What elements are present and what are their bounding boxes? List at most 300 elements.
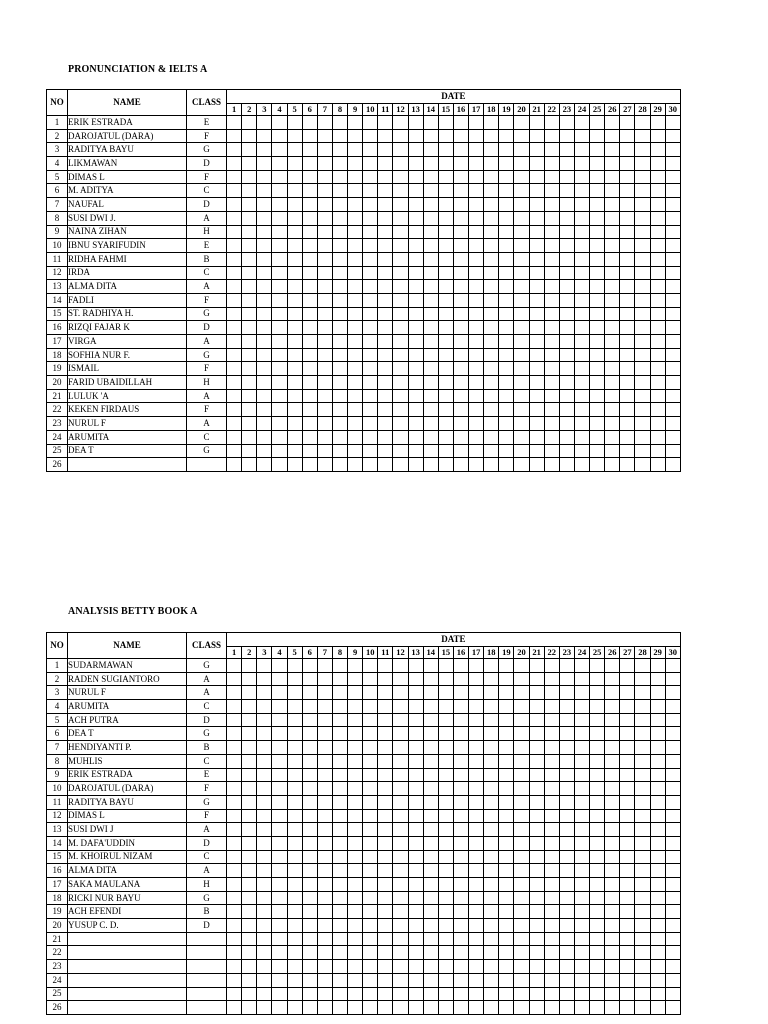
attendance-cell[interactable]: [514, 143, 529, 157]
attendance-cell[interactable]: [393, 768, 408, 782]
attendance-cell[interactable]: [257, 932, 272, 946]
attendance-cell[interactable]: [287, 335, 302, 349]
attendance-cell[interactable]: [272, 430, 287, 444]
attendance-cell[interactable]: [574, 672, 589, 686]
attendance-cell[interactable]: [514, 184, 529, 198]
attendance-cell[interactable]: [620, 713, 635, 727]
attendance-cell[interactable]: [499, 659, 514, 673]
attendance-cell[interactable]: [287, 157, 302, 171]
attendance-cell[interactable]: [574, 809, 589, 823]
attendance-cell[interactable]: [620, 741, 635, 755]
attendance-cell[interactable]: [363, 823, 378, 837]
attendance-cell[interactable]: [348, 782, 363, 796]
attendance-cell[interactable]: [453, 376, 468, 390]
attendance-cell[interactable]: [287, 129, 302, 143]
attendance-cell[interactable]: [287, 458, 302, 472]
attendance-cell[interactable]: [544, 157, 559, 171]
attendance-cell[interactable]: [393, 973, 408, 987]
attendance-cell[interactable]: [423, 417, 438, 431]
attendance-cell[interactable]: [544, 878, 559, 892]
attendance-cell[interactable]: [332, 768, 347, 782]
attendance-cell[interactable]: [635, 946, 650, 960]
attendance-cell[interactable]: [665, 348, 680, 362]
attendance-cell[interactable]: [453, 864, 468, 878]
attendance-cell[interactable]: [317, 430, 332, 444]
attendance-cell[interactable]: [484, 198, 499, 212]
attendance-cell[interactable]: [665, 157, 680, 171]
attendance-cell[interactable]: [438, 754, 453, 768]
attendance-cell[interactable]: [332, 362, 347, 376]
attendance-cell[interactable]: [363, 417, 378, 431]
attendance-cell[interactable]: [574, 782, 589, 796]
attendance-cell[interactable]: [378, 376, 393, 390]
attendance-cell[interactable]: [635, 973, 650, 987]
attendance-cell[interactable]: [408, 741, 423, 755]
attendance-cell[interactable]: [590, 211, 605, 225]
attendance-cell[interactable]: [635, 700, 650, 714]
attendance-cell[interactable]: [302, 403, 317, 417]
attendance-cell[interactable]: [665, 252, 680, 266]
attendance-cell[interactable]: [378, 362, 393, 376]
attendance-cell[interactable]: [650, 403, 665, 417]
attendance-cell[interactable]: [665, 905, 680, 919]
attendance-cell[interactable]: [453, 713, 468, 727]
attendance-cell[interactable]: [544, 293, 559, 307]
attendance-cell[interactable]: [514, 878, 529, 892]
attendance-cell[interactable]: [378, 280, 393, 294]
attendance-cell[interactable]: [423, 768, 438, 782]
attendance-cell[interactable]: [302, 659, 317, 673]
attendance-cell[interactable]: [242, 672, 257, 686]
attendance-cell[interactable]: [650, 225, 665, 239]
attendance-cell[interactable]: [484, 376, 499, 390]
attendance-cell[interactable]: [272, 129, 287, 143]
attendance-cell[interactable]: [332, 987, 347, 1001]
attendance-cell[interactable]: [257, 444, 272, 458]
attendance-cell[interactable]: [499, 198, 514, 212]
attendance-cell[interactable]: [529, 891, 544, 905]
attendance-cell[interactable]: [484, 252, 499, 266]
attendance-cell[interactable]: [559, 376, 574, 390]
attendance-cell[interactable]: [332, 919, 347, 933]
attendance-cell[interactable]: [650, 973, 665, 987]
attendance-cell[interactable]: [605, 686, 620, 700]
attendance-cell[interactable]: [423, 782, 438, 796]
attendance-cell[interactable]: [559, 143, 574, 157]
attendance-cell[interactable]: [438, 376, 453, 390]
attendance-cell[interactable]: [650, 795, 665, 809]
attendance-cell[interactable]: [332, 116, 347, 130]
attendance-cell[interactable]: [393, 403, 408, 417]
attendance-cell[interactable]: [665, 754, 680, 768]
attendance-cell[interactable]: [453, 321, 468, 335]
attendance-cell[interactable]: [620, 403, 635, 417]
attendance-cell[interactable]: [257, 686, 272, 700]
attendance-cell[interactable]: [665, 727, 680, 741]
attendance-cell[interactable]: [559, 129, 574, 143]
attendance-cell[interactable]: [559, 252, 574, 266]
attendance-cell[interactable]: [514, 362, 529, 376]
attendance-cell[interactable]: [529, 444, 544, 458]
attendance-cell[interactable]: [302, 741, 317, 755]
attendance-cell[interactable]: [590, 444, 605, 458]
attendance-cell[interactable]: [423, 659, 438, 673]
attendance-cell[interactable]: [408, 864, 423, 878]
attendance-cell[interactable]: [529, 129, 544, 143]
attendance-cell[interactable]: [423, 864, 438, 878]
attendance-cell[interactable]: [665, 389, 680, 403]
attendance-cell[interactable]: [605, 225, 620, 239]
attendance-cell[interactable]: [302, 225, 317, 239]
attendance-cell[interactable]: [317, 307, 332, 321]
attendance-cell[interactable]: [559, 713, 574, 727]
attendance-cell[interactable]: [650, 280, 665, 294]
attendance-cell[interactable]: [469, 239, 484, 253]
attendance-cell[interactable]: [302, 905, 317, 919]
attendance-cell[interactable]: [363, 946, 378, 960]
attendance-cell[interactable]: [484, 266, 499, 280]
attendance-cell[interactable]: [423, 293, 438, 307]
attendance-cell[interactable]: [544, 932, 559, 946]
attendance-cell[interactable]: [469, 444, 484, 458]
attendance-cell[interactable]: [242, 184, 257, 198]
attendance-cell[interactable]: [499, 823, 514, 837]
attendance-cell[interactable]: [499, 1001, 514, 1015]
attendance-cell[interactable]: [605, 768, 620, 782]
attendance-cell[interactable]: [620, 211, 635, 225]
attendance-cell[interactable]: [484, 1001, 499, 1015]
attendance-cell[interactable]: [620, 280, 635, 294]
attendance-cell[interactable]: [514, 211, 529, 225]
attendance-cell[interactable]: [363, 143, 378, 157]
attendance-cell[interactable]: [257, 713, 272, 727]
attendance-cell[interactable]: [620, 864, 635, 878]
attendance-cell[interactable]: [332, 672, 347, 686]
attendance-cell[interactable]: [272, 170, 287, 184]
attendance-cell[interactable]: [272, 659, 287, 673]
attendance-cell[interactable]: [514, 239, 529, 253]
attendance-cell[interactable]: [363, 293, 378, 307]
attendance-cell[interactable]: [348, 754, 363, 768]
attendance-cell[interactable]: [393, 659, 408, 673]
attendance-cell[interactable]: [438, 782, 453, 796]
attendance-cell[interactable]: [514, 905, 529, 919]
attendance-cell[interactable]: [332, 430, 347, 444]
attendance-cell[interactable]: [272, 727, 287, 741]
attendance-cell[interactable]: [544, 211, 559, 225]
attendance-cell[interactable]: [257, 727, 272, 741]
attendance-cell[interactable]: [438, 225, 453, 239]
attendance-cell[interactable]: [408, 430, 423, 444]
attendance-cell[interactable]: [438, 987, 453, 1001]
attendance-cell[interactable]: [242, 211, 257, 225]
attendance-cell[interactable]: [484, 116, 499, 130]
attendance-cell[interactable]: [469, 659, 484, 673]
attendance-cell[interactable]: [227, 919, 242, 933]
attendance-cell[interactable]: [378, 266, 393, 280]
attendance-cell[interactable]: [423, 348, 438, 362]
attendance-cell[interactable]: [227, 905, 242, 919]
attendance-cell[interactable]: [469, 198, 484, 212]
attendance-cell[interactable]: [408, 1001, 423, 1015]
attendance-cell[interactable]: [559, 321, 574, 335]
attendance-cell[interactable]: [302, 321, 317, 335]
attendance-cell[interactable]: [559, 458, 574, 472]
attendance-cell[interactable]: [393, 1001, 408, 1015]
attendance-cell[interactable]: [514, 116, 529, 130]
attendance-cell[interactable]: [408, 444, 423, 458]
attendance-cell[interactable]: [529, 960, 544, 974]
attendance-cell[interactable]: [348, 905, 363, 919]
attendance-cell[interactable]: [423, 905, 438, 919]
attendance-cell[interactable]: [438, 293, 453, 307]
attendance-cell[interactable]: [393, 239, 408, 253]
attendance-cell[interactable]: [408, 850, 423, 864]
attendance-cell[interactable]: [348, 266, 363, 280]
attendance-cell[interactable]: [348, 403, 363, 417]
attendance-cell[interactable]: [665, 672, 680, 686]
attendance-cell[interactable]: [650, 266, 665, 280]
attendance-cell[interactable]: [529, 157, 544, 171]
attendance-cell[interactable]: [544, 116, 559, 130]
attendance-cell[interactable]: [559, 850, 574, 864]
attendance-cell[interactable]: [590, 864, 605, 878]
attendance-cell[interactable]: [499, 686, 514, 700]
attendance-cell[interactable]: [650, 307, 665, 321]
attendance-cell[interactable]: [393, 157, 408, 171]
attendance-cell[interactable]: [302, 444, 317, 458]
attendance-cell[interactable]: [484, 864, 499, 878]
attendance-cell[interactable]: [317, 211, 332, 225]
attendance-cell[interactable]: [317, 700, 332, 714]
attendance-cell[interactable]: [620, 252, 635, 266]
attendance-cell[interactable]: [317, 225, 332, 239]
attendance-cell[interactable]: [499, 321, 514, 335]
attendance-cell[interactable]: [438, 973, 453, 987]
attendance-cell[interactable]: [393, 686, 408, 700]
attendance-cell[interactable]: [650, 116, 665, 130]
attendance-cell[interactable]: [605, 430, 620, 444]
attendance-cell[interactable]: [559, 266, 574, 280]
attendance-cell[interactable]: [408, 252, 423, 266]
attendance-cell[interactable]: [453, 741, 468, 755]
attendance-cell[interactable]: [287, 850, 302, 864]
attendance-cell[interactable]: [393, 891, 408, 905]
attendance-cell[interactable]: [348, 659, 363, 673]
attendance-cell[interactable]: [272, 239, 287, 253]
attendance-cell[interactable]: [514, 987, 529, 1001]
attendance-cell[interactable]: [408, 960, 423, 974]
attendance-cell[interactable]: [453, 754, 468, 768]
attendance-cell[interactable]: [363, 170, 378, 184]
attendance-cell[interactable]: [242, 198, 257, 212]
attendance-cell[interactable]: [574, 932, 589, 946]
attendance-cell[interactable]: [287, 1001, 302, 1015]
attendance-cell[interactable]: [499, 932, 514, 946]
attendance-cell[interactable]: [423, 754, 438, 768]
attendance-cell[interactable]: [574, 919, 589, 933]
attendance-cell[interactable]: [408, 239, 423, 253]
attendance-cell[interactable]: [317, 823, 332, 837]
attendance-cell[interactable]: [242, 891, 257, 905]
attendance-cell[interactable]: [484, 768, 499, 782]
attendance-cell[interactable]: [620, 225, 635, 239]
attendance-cell[interactable]: [544, 376, 559, 390]
attendance-cell[interactable]: [635, 987, 650, 1001]
attendance-cell[interactable]: [605, 700, 620, 714]
attendance-cell[interactable]: [332, 184, 347, 198]
attendance-cell[interactable]: [348, 116, 363, 130]
attendance-cell[interactable]: [257, 973, 272, 987]
attendance-cell[interactable]: [438, 116, 453, 130]
attendance-cell[interactable]: [499, 280, 514, 294]
attendance-cell[interactable]: [348, 987, 363, 1001]
attendance-cell[interactable]: [348, 932, 363, 946]
attendance-cell[interactable]: [393, 280, 408, 294]
attendance-cell[interactable]: [635, 348, 650, 362]
attendance-cell[interactable]: [227, 891, 242, 905]
attendance-cell[interactable]: [242, 143, 257, 157]
attendance-cell[interactable]: [635, 143, 650, 157]
attendance-cell[interactable]: [484, 239, 499, 253]
attendance-cell[interactable]: [574, 116, 589, 130]
attendance-cell[interactable]: [272, 672, 287, 686]
attendance-cell[interactable]: [438, 836, 453, 850]
attendance-cell[interactable]: [348, 700, 363, 714]
attendance-cell[interactable]: [227, 686, 242, 700]
attendance-cell[interactable]: [242, 403, 257, 417]
attendance-cell[interactable]: [242, 823, 257, 837]
attendance-cell[interactable]: [635, 157, 650, 171]
attendance-cell[interactable]: [302, 129, 317, 143]
attendance-cell[interactable]: [635, 239, 650, 253]
attendance-cell[interactable]: [499, 672, 514, 686]
attendance-cell[interactable]: [650, 143, 665, 157]
attendance-cell[interactable]: [650, 864, 665, 878]
attendance-cell[interactable]: [423, 389, 438, 403]
attendance-cell[interactable]: [348, 946, 363, 960]
attendance-cell[interactable]: [317, 170, 332, 184]
attendance-cell[interactable]: [605, 348, 620, 362]
attendance-cell[interactable]: [453, 430, 468, 444]
attendance-cell[interactable]: [469, 713, 484, 727]
attendance-cell[interactable]: [348, 795, 363, 809]
attendance-cell[interactable]: [242, 850, 257, 864]
attendance-cell[interactable]: [665, 307, 680, 321]
attendance-cell[interactable]: [302, 768, 317, 782]
attendance-cell[interactable]: [469, 700, 484, 714]
attendance-cell[interactable]: [453, 932, 468, 946]
attendance-cell[interactable]: [242, 252, 257, 266]
attendance-cell[interactable]: [559, 116, 574, 130]
attendance-cell[interactable]: [514, 157, 529, 171]
attendance-cell[interactable]: [484, 335, 499, 349]
attendance-cell[interactable]: [272, 266, 287, 280]
attendance-cell[interactable]: [484, 659, 499, 673]
attendance-cell[interactable]: [393, 672, 408, 686]
attendance-cell[interactable]: [469, 184, 484, 198]
attendance-cell[interactable]: [378, 987, 393, 1001]
attendance-cell[interactable]: [514, 782, 529, 796]
attendance-cell[interactable]: [227, 211, 242, 225]
attendance-cell[interactable]: [590, 376, 605, 390]
attendance-cell[interactable]: [287, 430, 302, 444]
attendance-cell[interactable]: [317, 239, 332, 253]
attendance-cell[interactable]: [484, 905, 499, 919]
attendance-cell[interactable]: [302, 389, 317, 403]
attendance-cell[interactable]: [665, 946, 680, 960]
attendance-cell[interactable]: [453, 211, 468, 225]
attendance-cell[interactable]: [317, 932, 332, 946]
attendance-cell[interactable]: [227, 225, 242, 239]
attendance-cell[interactable]: [332, 946, 347, 960]
attendance-cell[interactable]: [272, 458, 287, 472]
attendance-cell[interactable]: [363, 836, 378, 850]
attendance-cell[interactable]: [484, 741, 499, 755]
attendance-cell[interactable]: [529, 417, 544, 431]
attendance-cell[interactable]: [574, 293, 589, 307]
attendance-cell[interactable]: [635, 458, 650, 472]
attendance-cell[interactable]: [287, 713, 302, 727]
attendance-cell[interactable]: [348, 891, 363, 905]
attendance-cell[interactable]: [227, 878, 242, 892]
attendance-cell[interactable]: [438, 672, 453, 686]
attendance-cell[interactable]: [529, 782, 544, 796]
attendance-cell[interactable]: [423, 960, 438, 974]
attendance-cell[interactable]: [590, 321, 605, 335]
attendance-cell[interactable]: [423, 170, 438, 184]
attendance-cell[interactable]: [438, 280, 453, 294]
attendance-cell[interactable]: [408, 795, 423, 809]
attendance-cell[interactable]: [257, 672, 272, 686]
attendance-cell[interactable]: [574, 252, 589, 266]
attendance-cell[interactable]: [499, 458, 514, 472]
attendance-cell[interactable]: [272, 700, 287, 714]
attendance-cell[interactable]: [227, 809, 242, 823]
attendance-cell[interactable]: [484, 932, 499, 946]
attendance-cell[interactable]: [227, 184, 242, 198]
attendance-cell[interactable]: [408, 659, 423, 673]
attendance-cell[interactable]: [317, 129, 332, 143]
attendance-cell[interactable]: [665, 239, 680, 253]
attendance-cell[interactable]: [469, 458, 484, 472]
attendance-cell[interactable]: [378, 946, 393, 960]
attendance-cell[interactable]: [499, 768, 514, 782]
attendance-cell[interactable]: [620, 686, 635, 700]
attendance-cell[interactable]: [272, 878, 287, 892]
attendance-cell[interactable]: [348, 686, 363, 700]
attendance-cell[interactable]: [514, 823, 529, 837]
attendance-cell[interactable]: [499, 417, 514, 431]
attendance-cell[interactable]: [348, 307, 363, 321]
attendance-cell[interactable]: [559, 157, 574, 171]
attendance-cell[interactable]: [635, 809, 650, 823]
attendance-cell[interactable]: [332, 307, 347, 321]
attendance-cell[interactable]: [363, 919, 378, 933]
attendance-cell[interactable]: [438, 211, 453, 225]
attendance-cell[interactable]: [242, 864, 257, 878]
attendance-cell[interactable]: [620, 809, 635, 823]
attendance-cell[interactable]: [529, 307, 544, 321]
attendance-cell[interactable]: [635, 430, 650, 444]
attendance-cell[interactable]: [408, 686, 423, 700]
attendance-cell[interactable]: [484, 417, 499, 431]
attendance-cell[interactable]: [272, 782, 287, 796]
attendance-cell[interactable]: [348, 919, 363, 933]
attendance-cell[interactable]: [650, 389, 665, 403]
attendance-cell[interactable]: [453, 987, 468, 1001]
attendance-cell[interactable]: [438, 335, 453, 349]
